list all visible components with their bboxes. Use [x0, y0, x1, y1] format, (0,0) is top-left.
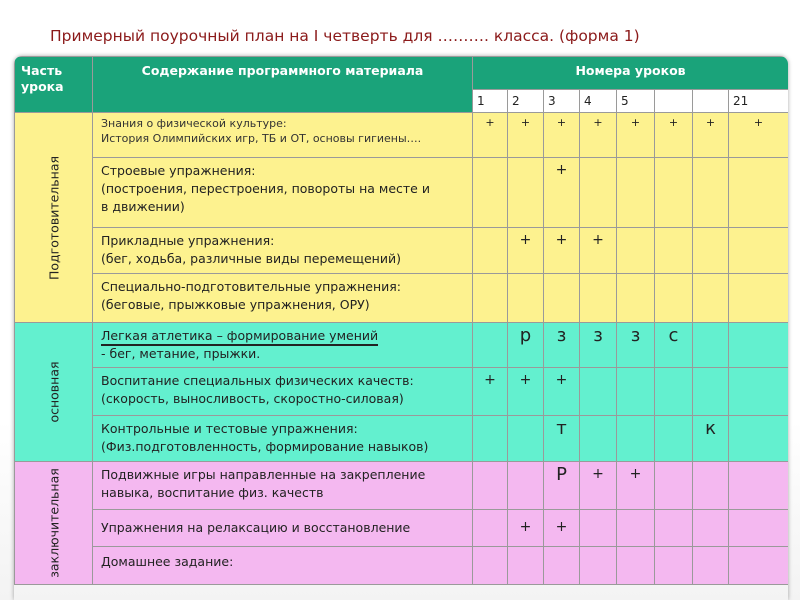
lesson-number-6 — [655, 90, 693, 113]
section-final: заключительная — [15, 462, 93, 585]
mark-cell — [473, 323, 508, 368]
row-content: Специально-подготовительные упражнения: (беговые, прыжковые упражнения, ОРУ) — [93, 274, 473, 323]
section-preparatory: Подготовительная — [15, 113, 93, 323]
mark-cell: + — [544, 158, 580, 228]
mark-cell: с — [655, 323, 693, 368]
row-content: Упражнения на релаксацию и восстановление — [93, 510, 473, 547]
mark-cell: + — [580, 228, 617, 274]
mark-cell: к — [693, 416, 729, 462]
mark-cell — [508, 274, 544, 323]
mark-cell — [617, 510, 655, 547]
mark-cell — [508, 416, 544, 462]
mark-cell — [473, 510, 508, 547]
mark-cell: + — [473, 113, 508, 158]
mark-cell — [693, 158, 729, 228]
mark-cell — [473, 228, 508, 274]
lesson-number-21: 21 — [729, 90, 789, 113]
mark-cell: + — [508, 228, 544, 274]
mark-cell — [693, 547, 729, 585]
lesson-number-1: 1 — [473, 90, 508, 113]
mark-cell — [617, 368, 655, 416]
mark-cell — [729, 228, 789, 274]
mark-cell: + — [508, 113, 544, 158]
mark-cell — [617, 547, 655, 585]
mark-cell: + — [544, 113, 580, 158]
mark-cell — [693, 323, 729, 368]
mark-cell: + — [544, 228, 580, 274]
mark-cell — [655, 368, 693, 416]
mark-cell — [729, 323, 789, 368]
mark-cell — [473, 274, 508, 323]
mark-cell — [729, 462, 789, 510]
row-content: Строевые упражнения: (построения, перестроения, повороты на месте и в движении) — [93, 158, 473, 228]
header-content: Содержание программного материала — [93, 57, 473, 113]
mark-cell — [473, 416, 508, 462]
mark-cell — [693, 274, 729, 323]
mark-cell — [693, 510, 729, 547]
mark-cell — [655, 274, 693, 323]
page-title: Примерный поурочный план на I четверть для ………. класса. (форма 1) — [50, 27, 640, 45]
mark-cell — [729, 416, 789, 462]
lesson-number-2: 2 — [508, 90, 544, 113]
mark-cell — [693, 462, 729, 510]
lesson-number-5: 5 — [617, 90, 655, 113]
mark-cell: + — [580, 113, 617, 158]
mark-cell: Р — [544, 462, 580, 510]
row-content: Знания о физической культуре: История Олимпийских игр, ТБ и ОТ, основы гигиены…. — [93, 113, 473, 158]
mark-cell — [693, 368, 729, 416]
row-content: Подвижные игры направленные на закрепление навыка, воспитание физ. качеств — [93, 462, 473, 510]
header-lessons: Номера уроков — [473, 57, 789, 90]
mark-cell: р — [508, 323, 544, 368]
mark-cell — [580, 510, 617, 547]
mark-cell — [655, 547, 693, 585]
mark-cell — [617, 274, 655, 323]
mark-cell: т — [544, 416, 580, 462]
mark-cell: + — [544, 368, 580, 416]
mark-cell: + — [473, 368, 508, 416]
mark-cell — [508, 547, 544, 585]
mark-cell: + — [508, 368, 544, 416]
mark-cell — [544, 274, 580, 323]
mark-cell — [655, 158, 693, 228]
mark-cell — [617, 416, 655, 462]
mark-cell — [508, 158, 544, 228]
mark-cell: + — [729, 113, 789, 158]
mark-cell: з — [544, 323, 580, 368]
mark-cell — [580, 547, 617, 585]
mark-cell: + — [655, 113, 693, 158]
row-content: Легкая атлетика – формирование умений - бег, метание, прыжки. — [93, 323, 473, 368]
mark-cell — [617, 228, 655, 274]
mark-cell — [655, 462, 693, 510]
mark-cell — [729, 158, 789, 228]
mark-cell — [580, 158, 617, 228]
row-content: Контрольные и тестовые упражнения: (Физ.подготовленность, формирование навыков) — [93, 416, 473, 462]
mark-cell — [655, 416, 693, 462]
mark-cell: + — [617, 462, 655, 510]
mark-cell — [693, 228, 729, 274]
mark-cell — [729, 368, 789, 416]
mark-cell — [729, 274, 789, 323]
mark-cell — [508, 462, 544, 510]
mark-cell — [580, 274, 617, 323]
mark-cell: + — [617, 113, 655, 158]
mark-cell — [580, 416, 617, 462]
mark-cell — [617, 158, 655, 228]
mark-cell: + — [544, 510, 580, 547]
header-part: Часть урока — [15, 57, 93, 113]
lesson-number-3: 3 — [544, 90, 580, 113]
mark-cell: + — [508, 510, 544, 547]
mark-cell — [580, 368, 617, 416]
lesson-number-7 — [693, 90, 729, 113]
mark-cell — [655, 228, 693, 274]
section-main: основная — [15, 323, 93, 462]
mark-cell — [729, 547, 789, 585]
mark-cell — [473, 547, 508, 585]
mark-cell: + — [693, 113, 729, 158]
mark-cell — [544, 547, 580, 585]
mark-cell — [473, 462, 508, 510]
row-content: Прикладные упражнения: (бег, ходьба, различные виды перемещений) — [93, 228, 473, 274]
lesson-plan-table — [14, 56, 788, 585]
mark-cell — [729, 510, 789, 547]
mark-cell: + — [580, 462, 617, 510]
mark-cell: з — [580, 323, 617, 368]
row-content: Воспитание специальных физических качеств: (скорость, выносливость, скоростно-силовая) — [93, 368, 473, 416]
mark-cell — [655, 510, 693, 547]
row-content: Домашнее задание: — [93, 547, 473, 585]
mark-cell: з — [617, 323, 655, 368]
mark-cell — [473, 158, 508, 228]
lesson-number-4: 4 — [580, 90, 617, 113]
lesson-plan-table-frame — [14, 56, 788, 600]
